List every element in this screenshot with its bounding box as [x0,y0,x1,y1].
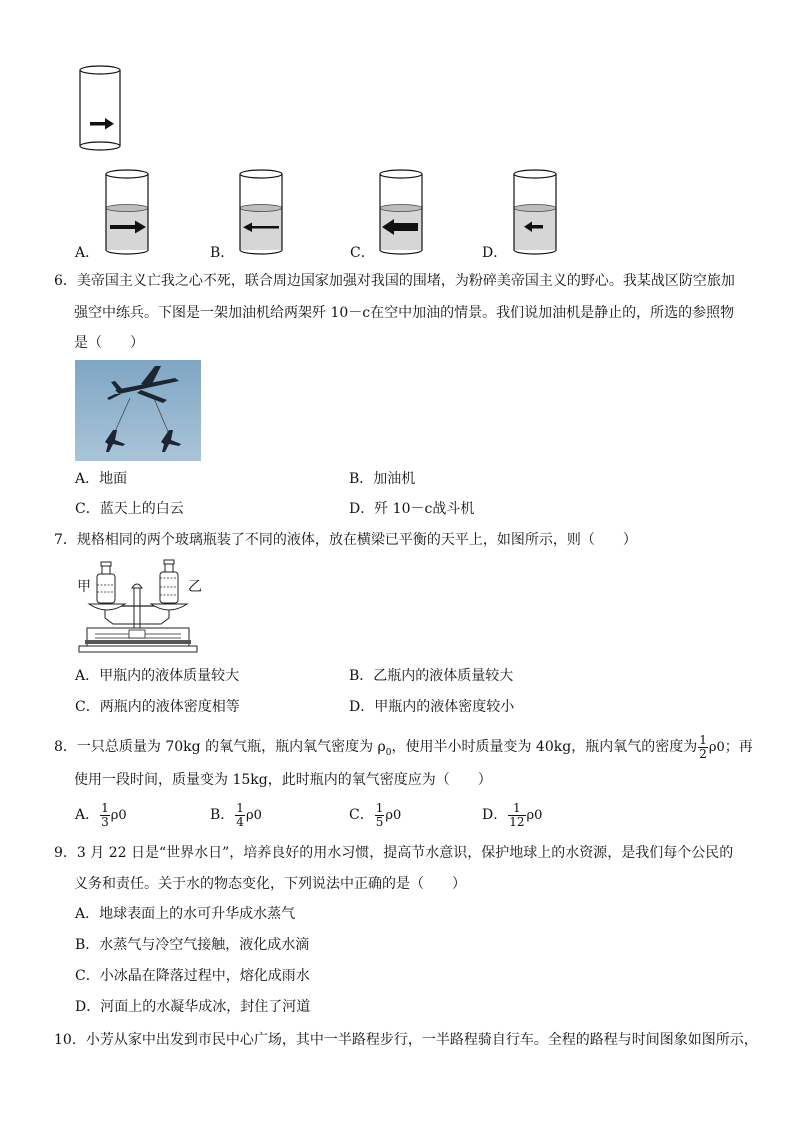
q8-option-c-label: C． [349,807,374,823]
q6-stem-line-2: 强空中练兵。下图是一架加油机给两架歼 10－c在空中加油的情景。我们说加油机是静止的，所选的参照物 [74,305,735,321]
q8-option-d-num: 1 [508,802,525,816]
q7-option-d: D．甲瓶内的液体密度较小 [349,699,515,715]
q5-reference-cylinder [74,64,126,154]
q6-refueling-photo [75,360,201,461]
q8-option-a-label: A． [75,807,100,823]
q8-stem-part-a: 8．一只总质量为 70kg 的氧气瓶，瓶内氧气密度为 ρ [54,739,386,755]
q8-option-c-fraction [375,802,385,829]
q8-option-c-num: 1 [375,800,384,815]
q8-main-fraction-num: 1 [699,732,707,747]
q7-option-b: B．乙瓶内的液体质量较大 [349,668,514,684]
q8-option-d-rho: ρ0 [526,808,543,823]
q5-option-a-cylinder [100,168,154,258]
q8-option-b-den: 4 [236,814,244,829]
q8-option-a [75,800,127,831]
q5-option-a-label: A． [75,245,100,261]
q8-stem-part-c: ；再 [724,739,753,755]
q7-option-a: A．甲瓶内的液体质量较大 [75,668,240,684]
q10-stem-line-1: 10．小芳从家中出发到市民中心广场，其中一半路程步行，一半路程骑自行车。全程的路程与时间图象如图所示， [54,1032,758,1048]
q5-option-d-cylinder [508,168,562,258]
q8-option-c [349,800,401,831]
q8-option-a-num: 1 [101,800,109,815]
q5-option-c-label: C． [350,245,375,261]
q8-option-c-rho: ρ0 [385,808,402,823]
q8-main-fraction [698,734,708,761]
q8-option-d-label: D． [482,807,508,823]
q8-option-b-num: 1 [236,800,244,815]
q5-option-c-cylinder [374,168,428,258]
q8-stem-line-1 [54,731,753,769]
q8-option-d [482,800,542,831]
q8-option-d-den: 12 [509,814,525,829]
q9-stem-line-1: 9．3 月 22 日是“世界水日”，培养良好的用水习惯，提高节水意识，保护地球上的水资源，是我们每个公民的 [54,845,734,861]
q9-option-d: D．河面上的水凝华成冰，封住了河道 [75,999,311,1015]
q5-option-b-label: B． [210,245,235,261]
q8-option-a-rho: ρ0 [110,808,127,823]
q8-option-b-fraction [235,802,245,829]
q6-stem-line-3: 是（ ） [74,335,144,351]
q9-stem-line-2: 义务和责任。关于水的物态变化，下列说法中正确的是（ ） [74,876,466,892]
q9-option-b: B．水蒸气与冷空气接触，液化成水滴 [75,937,310,953]
q6-option-c: C．蓝天上的白云 [75,501,184,517]
q8-stem-part-b: ，使用半小时质量变为 40kg，瓶内氧气的密度为 [391,739,698,755]
q8-option-a-den: 3 [101,814,109,829]
q8-option-b [210,800,262,831]
q5-option-b-cylinder [234,168,288,258]
q8-option-d-fraction [508,802,525,829]
q6-stem-line-1: 6．美帝国主义亡我之心不死，联合周边国家加强对我国的围堵，为粉碎美帝国主义的野心。我某战区防空旅加 [54,273,735,289]
q6-option-a: A．地面 [75,471,128,487]
q7-option-c: C．两瓶内的液体密度相等 [75,699,240,715]
q8-option-b-label: B． [210,807,235,823]
q7-balance-figure [75,558,200,658]
q7-label-yi: 乙 [188,579,202,595]
q8-option-c-den: 5 [375,814,384,829]
q6-option-b: B．加油机 [349,471,416,487]
q8-rho-subscript: 0 [385,747,392,758]
q8-stem-line-2: 使用一段时间，质量变为 15kg，此时瓶内的氧气密度应为（ ） [74,772,492,788]
q9-option-a: A．地球表面上的水可升华成水蒸气 [75,906,296,922]
q9-option-c: C．小冰晶在降落过程中，熔化成雨水 [75,968,310,984]
q8-main-fraction-den: 2 [699,746,707,761]
q8-main-rho: ρ0 [708,740,725,755]
q5-option-d-label: D． [482,245,508,261]
q6-option-d: D．歼 10－c战斗机 [349,501,475,517]
q8-option-b-rho: ρ0 [245,808,262,823]
q7-stem-line-1: 7．规格相同的两个玻璃瓶装了不同的液体，放在横梁已平衡的天平上，如图所示，则（ ） [54,532,637,548]
q8-option-a-fraction [100,802,110,829]
q7-label-jia: 甲 [77,579,91,595]
